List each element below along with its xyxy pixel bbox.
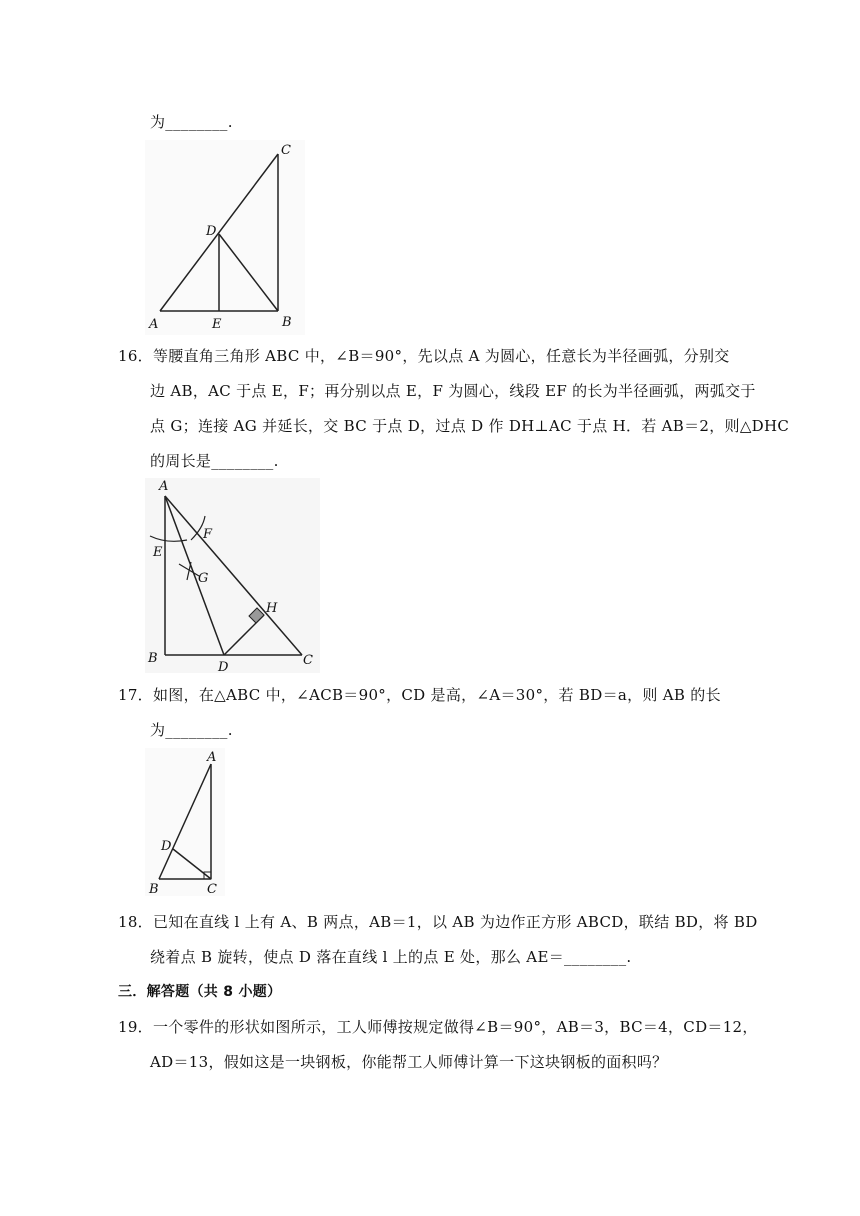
q16-line-2: 边 AB，AC 于点 E，F；再分别以点 E，F 为圆心，线段 EF 的长为半径画弧，两弧交于 [150, 382, 756, 400]
q15-answer-line [150, 112, 233, 132]
figure-q16 [145, 478, 320, 673]
figure-q15 [145, 140, 305, 335]
q18-line-1: 18．已知在直线 l 上有 A、B 两点，AB＝1，以 AB 为边作正方形 ABCD，联结 BD，将 BD [118, 913, 758, 931]
label-h: H [266, 601, 278, 616]
q16-line-4: 的周长是________. [150, 452, 279, 470]
q17-line-2: 为________. [150, 721, 233, 739]
figure-q16-svg [145, 478, 320, 673]
q19-line-2: AD＝13，假如这是一块钢板，你能帮工人师傅计算一下这块钢板的面积吗？ [150, 1053, 668, 1071]
label-a: A [159, 479, 169, 494]
label-e: E [212, 317, 222, 332]
label-c: C [303, 653, 313, 668]
label-b: B [282, 315, 292, 330]
section-heading: 三．解答题（共 8 小题） [118, 984, 282, 1000]
label-b: B [149, 882, 159, 896]
label-c: C [207, 882, 217, 896]
q16-line-3: 点 G；连接 AG 并延长，交 BC 于点 D，过点 D 作 DH⊥AC 于点 H．若 AB＝2，则△DHC [150, 417, 790, 435]
label-d: D [206, 224, 217, 239]
figure-q15-svg [145, 140, 305, 335]
q19-line-1: 19．一个零件的形状如图所示，工人师傅按规定做得∠B＝90°，AB＝3，BC＝4，CD＝12， [118, 1018, 758, 1036]
label-a: A [207, 750, 217, 765]
label-d: D [161, 839, 172, 854]
q17-line-1: 17．如图，在△ABC 中，∠ACB＝90°，CD 是高，∠A＝30°，若 BD＝a，则 AB 的长 [118, 686, 721, 704]
label-d: D [218, 660, 229, 673]
q18-line-2: 绕着点 B 旋转，使点 D 落在直线 l 上的点 E 处，那么 AE＝________. [150, 948, 632, 966]
figure-q17-svg [145, 748, 225, 896]
label-b: B [148, 651, 158, 666]
figure-q17 [145, 748, 225, 896]
label-g: G [198, 571, 209, 586]
q15-tail-text: 为________. [150, 113, 233, 131]
label-a: A [149, 317, 159, 332]
label-f: F [203, 527, 213, 542]
label-e: E [153, 545, 163, 560]
q16-line-1: 16．等腰直角三角形 ABC 中，∠B＝90°，先以点 A 为圆心，任意长为半径画弧，分别交 [118, 347, 730, 365]
label-c: C [281, 143, 291, 158]
